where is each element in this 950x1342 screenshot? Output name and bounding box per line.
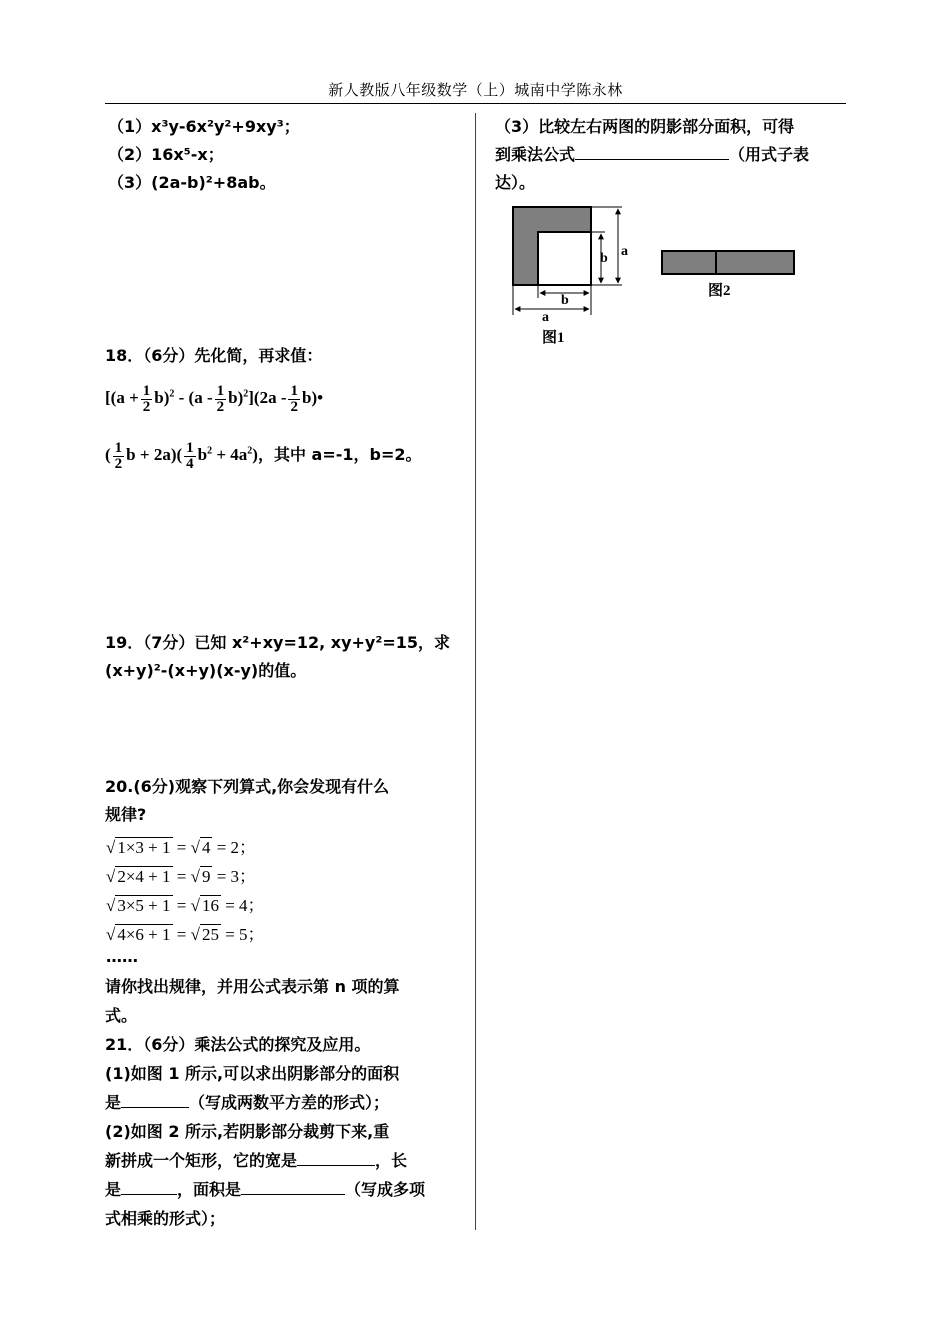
column-divider bbox=[475, 113, 476, 1230]
q21-part2-line1: (2)如图 2 所示,若阴影部分裁剪下来,重 bbox=[105, 1122, 390, 1141]
answer-blank-length[interactable] bbox=[121, 1178, 177, 1195]
q21-part2-line2: 新拼成一个矩形，它的宽是 ，长 bbox=[105, 1151, 408, 1170]
fig1-label-b-vertical: b bbox=[600, 251, 608, 266]
q20-equation-3: √ 3×5 + 1 = √ 16 = 4； bbox=[106, 896, 265, 915]
q17-part1: （1）x³y-6x²y²+9xy³； bbox=[108, 117, 300, 136]
fig1-label-b-horizontal: b bbox=[561, 293, 569, 308]
q20-ellipsis: …… bbox=[106, 947, 138, 966]
fig1-label-a-horizontal: a bbox=[542, 310, 549, 325]
q19-line1: 19．（7分）已知 x²+xy=12, xy+y²=15，求 bbox=[105, 633, 451, 652]
q17-part3: （3）(2a-b)²+8ab。 bbox=[108, 173, 276, 192]
q20-ask-line1: 请你找出规律，并用公式表示第 n 项的算 bbox=[105, 977, 400, 996]
fig2-caption: 图2 bbox=[708, 283, 731, 299]
fig2-rectangle bbox=[662, 251, 794, 274]
q17-part2: （2）16x⁵-x； bbox=[108, 145, 224, 164]
q20-equation-1: √ 1×3 + 1 = √ 4 = 2； bbox=[106, 838, 257, 857]
q21-part3-line1: （3）比较左右两图的阴影部分面积，可得 bbox=[495, 117, 795, 136]
q20-ask-line2: 式。 bbox=[105, 1006, 138, 1025]
q18-title: 18．（6分）先化简，再求值： bbox=[105, 346, 323, 365]
answer-blank-1[interactable] bbox=[121, 1091, 189, 1108]
q21-part3-line2: 到乘法公式 （用式子表 bbox=[495, 145, 810, 164]
q21-part1-line2: 是 （写成两数平方差的形式）； bbox=[105, 1093, 390, 1112]
q20-equation-2: √ 2×4 + 1 = √ 9 = 3； bbox=[106, 867, 257, 886]
q18-expression-line1: [(a + $\frac{1}{2}$ b)$^2$ - (a - $\frac{1}{2}$ b)$^2$](2a - $\frac{1}{2}$ b)• bbox=[105, 382, 324, 415]
answer-blank-width[interactable] bbox=[297, 1149, 375, 1166]
q21-title: 21．（6分）乘法公式的探究及应用。 bbox=[105, 1035, 371, 1054]
q19-line2: (x+y)²-(x+y)(x-y)的值。 bbox=[105, 661, 307, 680]
answer-blank-area[interactable] bbox=[241, 1178, 345, 1195]
q18-expression-line2: ( $\frac{1}{2}$ b + 2a)( $\frac{1}{4}$ $b^2 + 4a^2$)，其中 a=-1，b=2。 bbox=[105, 439, 422, 472]
q21-part3-line3: 达）。 bbox=[495, 173, 536, 192]
q21-part1-line1: (1)如图 1 所示,可以求出阴影部分的面积 bbox=[105, 1064, 400, 1083]
q18-condition: ，其中 a=-1，b=2。 bbox=[257, 445, 422, 464]
figure-2 bbox=[655, 240, 805, 310]
page-header: 新人教版八年级数学（上）城南中学陈永林 bbox=[105, 79, 846, 104]
figure-1 bbox=[500, 200, 650, 350]
q20-line2: 规律? bbox=[105, 805, 147, 824]
fig1-inner-square bbox=[538, 232, 591, 285]
q21-part2-line4: 式相乘的形式）； bbox=[105, 1209, 226, 1228]
fig1-caption: 图1 bbox=[542, 330, 565, 346]
answer-blank-formula[interactable] bbox=[575, 143, 729, 160]
q21-part2-line3: 是 ，面积是 （写成多项 bbox=[105, 1180, 426, 1199]
fig1-label-a-vertical: a bbox=[621, 244, 628, 259]
q20-equation-4: √ 4×6 + 1 = √ 25 = 5； bbox=[106, 925, 265, 944]
q20-line1: 20.(6分)观察下列算式,你会发现有什么 bbox=[105, 777, 390, 796]
